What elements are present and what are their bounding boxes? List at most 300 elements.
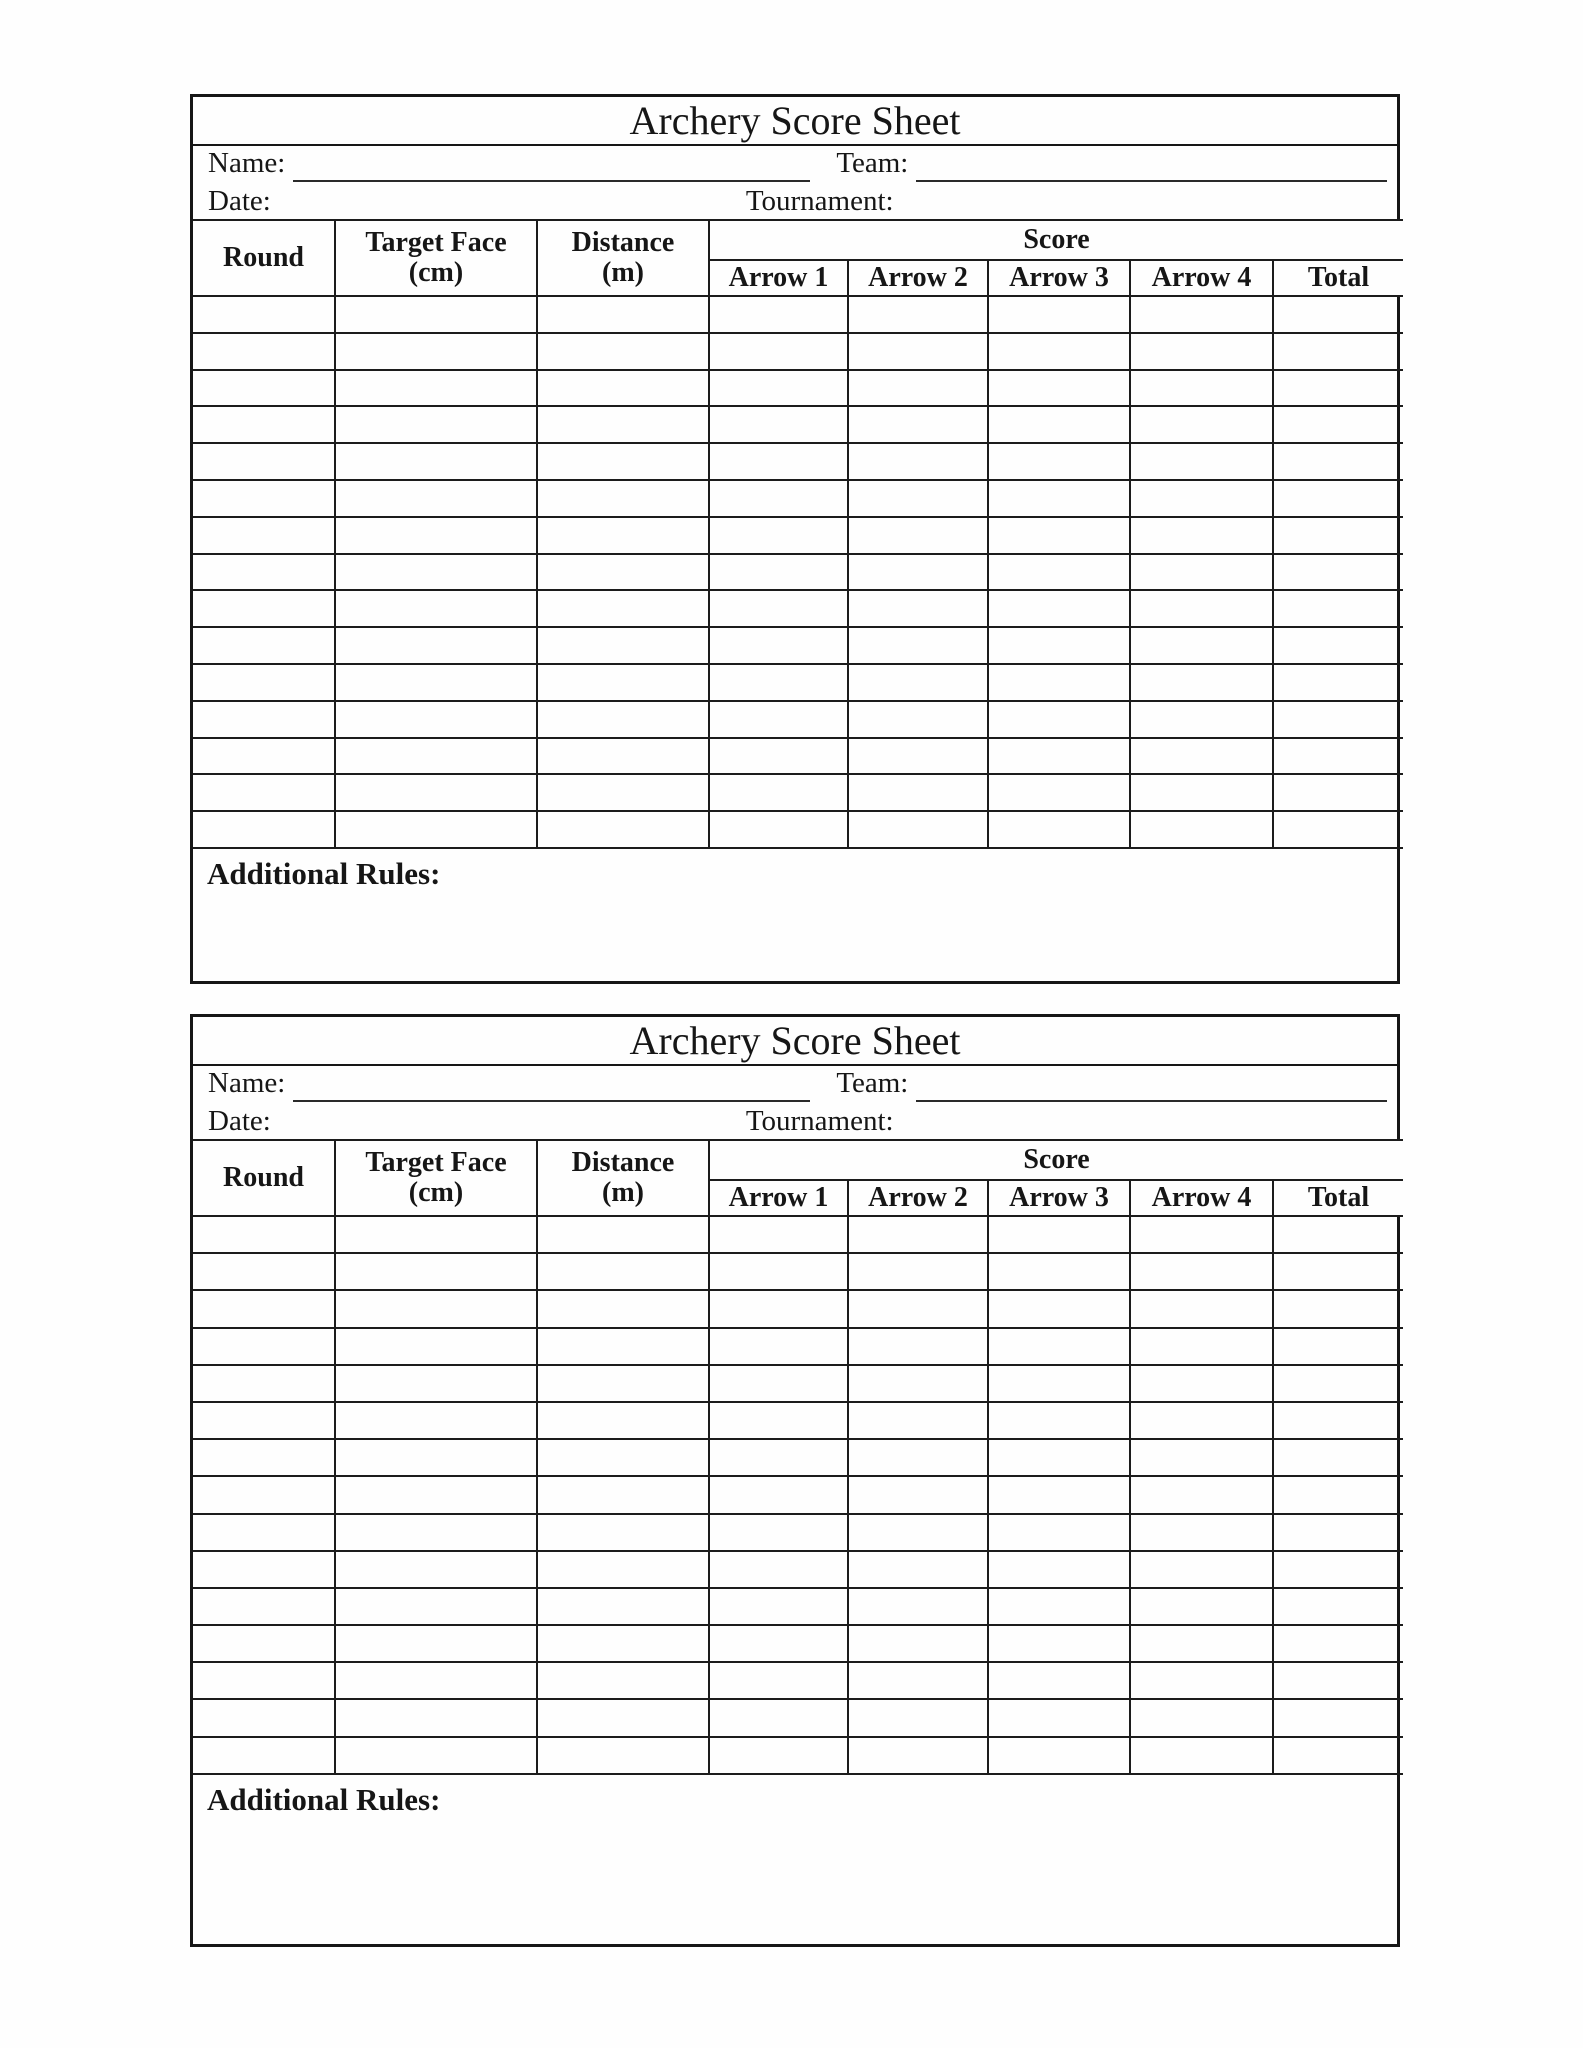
score-cell <box>709 1402 848 1439</box>
arrow-1-header: Arrow 1 <box>709 260 848 296</box>
score-cell <box>848 774 988 811</box>
score-cell <box>193 1588 335 1625</box>
score-cell <box>537 554 709 591</box>
score-cell <box>537 774 709 811</box>
arrow-2-header: Arrow 2 <box>848 260 988 296</box>
score-cell <box>335 1662 537 1699</box>
round-header: Round <box>193 220 335 296</box>
score-cell <box>1273 590 1403 627</box>
distance-line1: Distance <box>571 226 675 258</box>
score-cell <box>537 627 709 664</box>
score-cell <box>988 1439 1130 1476</box>
score-cell <box>848 811 988 848</box>
score-cell <box>709 701 848 738</box>
score-row <box>193 1699 1403 1736</box>
score-cell <box>537 1328 709 1365</box>
distance-header <box>537 1140 709 1216</box>
score-row <box>193 1365 1403 1402</box>
score-cell <box>1273 1402 1403 1439</box>
score-cell <box>848 1328 988 1365</box>
score-cell <box>1130 701 1273 738</box>
score-cell <box>193 664 335 701</box>
score-cell <box>1273 517 1403 554</box>
score-cell <box>193 517 335 554</box>
score-cell <box>1130 1476 1273 1513</box>
score-cell <box>848 1625 988 1662</box>
score-cell <box>193 1290 335 1327</box>
score-cell <box>1130 1365 1273 1402</box>
score-cell <box>193 1625 335 1662</box>
score-cell <box>988 1328 1130 1365</box>
score-row <box>193 1253 1403 1290</box>
score-cell <box>988 1551 1130 1588</box>
score-cell <box>1273 1588 1403 1625</box>
score-cell <box>848 1514 988 1551</box>
score-cell <box>1273 1514 1403 1551</box>
score-cell <box>988 1737 1130 1774</box>
score-cell <box>1273 1699 1403 1736</box>
score-cell <box>848 406 988 443</box>
score-cell <box>988 1290 1130 1327</box>
score-cell <box>709 480 848 517</box>
score-cell <box>848 1662 988 1699</box>
score-cell <box>988 1699 1130 1736</box>
score-cell <box>709 774 848 811</box>
sheet-title: Archery Score Sheet <box>629 1017 961 1063</box>
score-cell <box>537 1625 709 1662</box>
score-cell <box>709 1365 848 1402</box>
score-cell <box>537 664 709 701</box>
name-team-row <box>193 146 1397 184</box>
distance-header <box>537 220 709 296</box>
score-cell <box>848 1216 988 1253</box>
score-cell <box>193 1476 335 1513</box>
score-cell <box>193 1328 335 1365</box>
score-cell <box>1130 296 1273 333</box>
score-cell <box>709 1588 848 1625</box>
team-underline <box>916 152 1387 182</box>
name-underline <box>293 152 810 182</box>
score-cell <box>848 1588 988 1625</box>
score-cell <box>988 590 1130 627</box>
score-cell <box>709 627 848 664</box>
score-cell <box>1130 738 1273 775</box>
score-cell <box>335 664 537 701</box>
score-cell <box>1130 370 1273 407</box>
name-underline <box>293 1072 810 1102</box>
score-cell <box>1130 1402 1273 1439</box>
score-cell <box>848 664 988 701</box>
score-cell <box>709 443 848 480</box>
score-cell <box>988 664 1130 701</box>
tournament-label: Tournament: <box>745 1105 894 1137</box>
score-cell <box>1273 1662 1403 1699</box>
score-cell <box>988 1476 1130 1513</box>
score-cell <box>988 701 1130 738</box>
score-cell <box>709 1328 848 1365</box>
score-cell <box>1273 296 1403 333</box>
round-header: Round <box>193 1140 335 1216</box>
score-cell <box>335 443 537 480</box>
score-cell <box>193 1439 335 1476</box>
score-cell <box>709 738 848 775</box>
score-cell <box>537 1662 709 1699</box>
score-cell <box>1130 811 1273 848</box>
score-cell <box>335 738 537 775</box>
score-cell <box>335 1476 537 1513</box>
score-cell <box>848 701 988 738</box>
date-tournament-row <box>193 1104 1397 1139</box>
score-cell <box>335 480 537 517</box>
score-cell <box>848 554 988 591</box>
score-cell <box>848 443 988 480</box>
score-cell <box>1273 1551 1403 1588</box>
score-cell <box>709 517 848 554</box>
score-row <box>193 370 1403 407</box>
score-cell <box>988 480 1130 517</box>
score-cell <box>1273 1625 1403 1662</box>
score-cell <box>537 1439 709 1476</box>
score-cell <box>709 590 848 627</box>
score-cell <box>848 627 988 664</box>
arrow-4-header: Arrow 4 <box>1130 1180 1273 1216</box>
team-label: Team: <box>836 1067 909 1099</box>
score-row <box>193 517 1403 554</box>
score-cell <box>193 811 335 848</box>
total-header: Total <box>1273 260 1403 296</box>
target-face-line2: (cm) <box>408 257 464 288</box>
score-cell <box>335 1699 537 1736</box>
score-cell <box>1273 811 1403 848</box>
score-row <box>193 1625 1403 1662</box>
score-cell <box>988 1365 1130 1402</box>
score-cell <box>193 1216 335 1253</box>
score-cell <box>193 738 335 775</box>
score-cell <box>988 554 1130 591</box>
score-table <box>193 1139 1403 1775</box>
score-row <box>193 1402 1403 1439</box>
score-cell <box>537 1476 709 1513</box>
score-cell <box>988 333 1130 370</box>
score-cell <box>709 664 848 701</box>
score-header: Score <box>709 1140 1403 1180</box>
score-cell <box>537 1365 709 1402</box>
score-cell <box>709 554 848 591</box>
score-cell <box>848 590 988 627</box>
score-row <box>193 1290 1403 1327</box>
score-cell <box>335 517 537 554</box>
score-cell <box>335 1290 537 1327</box>
sheet-title-row <box>193 97 1397 146</box>
score-cell <box>709 1476 848 1513</box>
target-face-line2: (cm) <box>408 1177 464 1208</box>
score-cell <box>1130 443 1273 480</box>
score-cell <box>848 1737 988 1774</box>
score-row <box>193 1216 1403 1253</box>
score-cell <box>537 333 709 370</box>
score-cell <box>848 296 988 333</box>
score-cell <box>193 590 335 627</box>
score-cell <box>1130 1588 1273 1625</box>
score-cell <box>537 406 709 443</box>
score-cell <box>537 738 709 775</box>
score-cell <box>1273 1365 1403 1402</box>
score-cell <box>1130 664 1273 701</box>
score-cell <box>1130 590 1273 627</box>
score-row <box>193 1588 1403 1625</box>
score-cell <box>1273 443 1403 480</box>
score-table-body <box>193 296 1403 848</box>
score-cell <box>335 1514 537 1551</box>
score-cell <box>988 1402 1130 1439</box>
score-cell <box>537 517 709 554</box>
score-cell <box>193 480 335 517</box>
score-cell <box>1273 1290 1403 1327</box>
score-cell <box>193 1737 335 1774</box>
score-cell <box>335 1551 537 1588</box>
score-cell <box>1273 554 1403 591</box>
score-sheet-1 <box>190 94 1400 984</box>
arrow-3-header: Arrow 3 <box>988 260 1130 296</box>
score-cell <box>335 370 537 407</box>
score-row <box>193 701 1403 738</box>
score-row <box>193 406 1403 443</box>
score-cell <box>193 627 335 664</box>
score-cell <box>1130 1514 1273 1551</box>
score-cell <box>709 811 848 848</box>
score-cell <box>988 406 1130 443</box>
sheet-title: Archery Score Sheet <box>629 97 961 143</box>
score-header: Score <box>709 220 1403 260</box>
score-cell <box>848 1253 988 1290</box>
score-table-body <box>193 1216 1403 1774</box>
score-cell <box>709 1699 848 1736</box>
score-sheet-2 <box>190 1014 1400 1947</box>
score-cell <box>848 1365 988 1402</box>
score-cell <box>193 443 335 480</box>
score-cell <box>1130 517 1273 554</box>
score-cell <box>193 1365 335 1402</box>
score-cell <box>1130 1625 1273 1662</box>
score-cell <box>1130 1662 1273 1699</box>
team-label: Team: <box>836 147 909 179</box>
score-cell <box>335 627 537 664</box>
score-cell <box>1273 370 1403 407</box>
score-cell <box>709 1625 848 1662</box>
score-cell <box>193 774 335 811</box>
score-row <box>193 554 1403 591</box>
score-cell <box>1130 1253 1273 1290</box>
score-row <box>193 1737 1403 1774</box>
score-cell <box>1273 664 1403 701</box>
score-cell <box>988 1216 1130 1253</box>
score-cell <box>335 1402 537 1439</box>
score-cell <box>193 1253 335 1290</box>
score-cell <box>1273 774 1403 811</box>
score-cell <box>193 554 335 591</box>
arrow-3-header: Arrow 3 <box>988 1180 1130 1216</box>
score-cell <box>1273 738 1403 775</box>
score-cell <box>988 1662 1130 1699</box>
score-cell <box>193 701 335 738</box>
sheet-title-row <box>193 1017 1397 1066</box>
score-cell <box>1273 1737 1403 1774</box>
name-team-row <box>193 1066 1397 1104</box>
score-cell <box>988 774 1130 811</box>
score-cell <box>709 333 848 370</box>
score-row <box>193 774 1403 811</box>
score-cell <box>1273 480 1403 517</box>
score-cell <box>988 1625 1130 1662</box>
score-cell <box>1130 1328 1273 1365</box>
score-cell <box>335 1365 537 1402</box>
score-cell <box>1273 406 1403 443</box>
score-cell <box>848 370 988 407</box>
score-cell <box>193 406 335 443</box>
score-cell <box>537 811 709 848</box>
score-cell <box>537 370 709 407</box>
score-cell <box>193 296 335 333</box>
score-cell <box>988 738 1130 775</box>
score-cell <box>709 1514 848 1551</box>
score-row <box>193 738 1403 775</box>
score-row <box>193 1551 1403 1588</box>
score-row <box>193 627 1403 664</box>
score-cell <box>335 590 537 627</box>
score-cell <box>537 1253 709 1290</box>
score-cell <box>1130 774 1273 811</box>
score-row <box>193 1328 1403 1365</box>
score-cell <box>335 1328 537 1365</box>
score-cell <box>193 1514 335 1551</box>
name-label: Name: <box>208 147 286 179</box>
date-label: Date: <box>208 185 271 217</box>
score-cell <box>988 811 1130 848</box>
score-cell <box>1130 1290 1273 1327</box>
target-face-header <box>335 1140 537 1216</box>
score-cell <box>1130 1439 1273 1476</box>
additional-rules-box <box>193 1775 1397 1944</box>
target-face-line1: Target Face <box>365 226 507 258</box>
additional-rules-label: Additional Rules: <box>207 855 441 891</box>
score-cell <box>537 480 709 517</box>
score-cell <box>988 296 1130 333</box>
score-cell <box>709 296 848 333</box>
score-cell <box>193 1551 335 1588</box>
score-cell <box>193 1402 335 1439</box>
score-cell <box>1130 1551 1273 1588</box>
distance-line2: (m) <box>602 257 644 288</box>
score-cell <box>988 1588 1130 1625</box>
name-label: Name: <box>208 1067 286 1099</box>
score-cell <box>537 701 709 738</box>
score-cell <box>1130 1699 1273 1736</box>
date-tournament-row <box>193 184 1397 219</box>
score-cell <box>709 370 848 407</box>
score-cell <box>848 1290 988 1327</box>
score-cell <box>1273 701 1403 738</box>
score-cell <box>1273 627 1403 664</box>
score-cell <box>335 811 537 848</box>
score-cell <box>1273 1216 1403 1253</box>
score-cell <box>1130 333 1273 370</box>
score-cell <box>335 774 537 811</box>
team-underline <box>916 1072 1387 1102</box>
score-cell <box>988 1253 1130 1290</box>
score-cell <box>537 1699 709 1736</box>
score-cell <box>709 1737 848 1774</box>
score-cell <box>537 296 709 333</box>
score-cell <box>988 517 1130 554</box>
score-cell <box>848 1551 988 1588</box>
arrow-2-header: Arrow 2 <box>848 1180 988 1216</box>
score-cell <box>335 333 537 370</box>
score-cell <box>848 1699 988 1736</box>
score-cell <box>1130 406 1273 443</box>
score-cell <box>537 1737 709 1774</box>
score-cell <box>335 1625 537 1662</box>
score-cell <box>709 1216 848 1253</box>
score-cell <box>537 443 709 480</box>
score-row <box>193 1662 1403 1699</box>
score-cell <box>848 1439 988 1476</box>
score-cell <box>848 517 988 554</box>
score-cell <box>1130 480 1273 517</box>
score-cell <box>335 296 537 333</box>
distance-line1: Distance <box>571 1146 675 1178</box>
arrow-4-header: Arrow 4 <box>1130 260 1273 296</box>
score-cell <box>335 406 537 443</box>
score-cell <box>848 480 988 517</box>
score-cell <box>709 1290 848 1327</box>
score-cell <box>537 1216 709 1253</box>
score-cell <box>1273 1476 1403 1513</box>
score-row <box>193 590 1403 627</box>
score-cell <box>848 333 988 370</box>
score-cell <box>988 627 1130 664</box>
additional-rules-box <box>193 849 1397 981</box>
score-cell <box>1130 554 1273 591</box>
target-face-header <box>335 220 537 296</box>
score-cell <box>1273 1253 1403 1290</box>
score-row <box>193 1514 1403 1551</box>
score-cell <box>335 554 537 591</box>
score-row <box>193 443 1403 480</box>
score-cell <box>988 1514 1130 1551</box>
score-cell <box>335 701 537 738</box>
score-cell <box>193 370 335 407</box>
additional-rules-label: Additional Rules: <box>207 1781 441 1817</box>
score-cell <box>1130 627 1273 664</box>
score-cell <box>537 1402 709 1439</box>
score-cell <box>537 1588 709 1625</box>
score-row <box>193 480 1403 517</box>
score-cell <box>709 406 848 443</box>
distance-line2: (m) <box>602 1177 644 1208</box>
date-label: Date: <box>208 1105 271 1137</box>
score-row <box>193 296 1403 333</box>
score-cell <box>1130 1216 1273 1253</box>
tournament-label: Tournament: <box>745 185 894 217</box>
score-cell <box>335 1253 537 1290</box>
score-cell <box>1273 1328 1403 1365</box>
score-cell <box>537 590 709 627</box>
arrow-1-header: Arrow 1 <box>709 1180 848 1216</box>
score-cell <box>537 1290 709 1327</box>
score-cell <box>709 1662 848 1699</box>
score-cell <box>848 1402 988 1439</box>
score-cell <box>335 1737 537 1774</box>
